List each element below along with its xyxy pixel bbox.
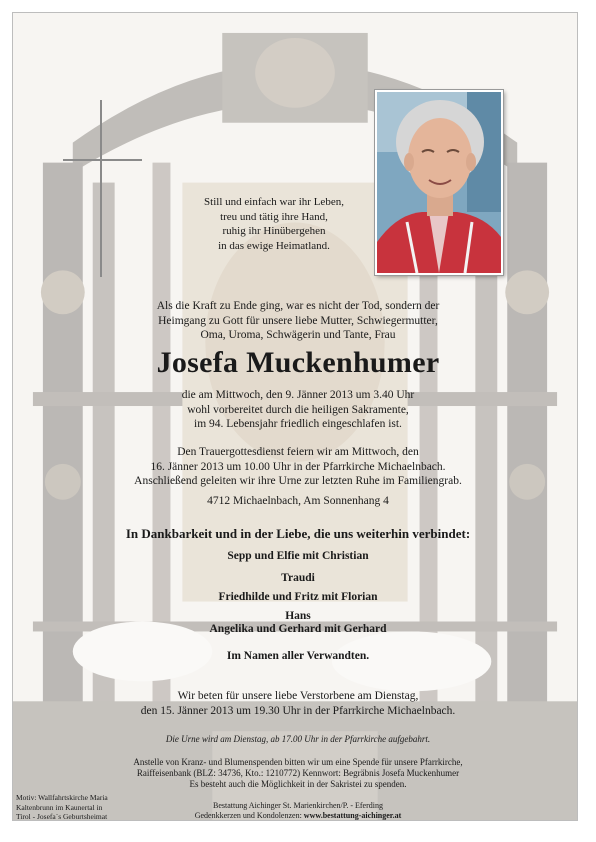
condolence-label: Gedenkkerzen und Kondolenzen: <box>194 811 304 820</box>
relatives-signoff: Im Namen aller Verwandten. <box>226 650 370 662</box>
prayer-line: den 15. Jänner 2013 um 19.30 Uhr in der Pfarrkirche Michaelnbach. <box>140 704 456 717</box>
prayer-line: Wir beten für unsere liebe Verstorbene am Dienstag, <box>177 690 419 702</box>
donation-line: Raiffeisenbank (BLZ: 34736, Kto.: 1210772) Kennwort: Begräbnis Josefa Muckenhumer <box>136 768 460 778</box>
mourner-entry: Hans <box>285 610 311 622</box>
gratitude-heading: In Dankbarkeit und in der Liebe, die uns weiterhin verbindet: <box>125 526 471 541</box>
intro-text <box>30 299 566 343</box>
caption-line: Kaltenbrunn im Kaunertal in <box>16 802 103 812</box>
funeral-service-text <box>30 445 566 489</box>
poem-line: ruhig ihr Hinübergehen <box>222 225 326 237</box>
poem <box>170 195 378 253</box>
poem-line: treu und tätig ihre Hand, <box>220 210 328 223</box>
funeral-home-link[interactable]: www.bestattung-aichinger.at <box>303 811 402 820</box>
mourner-entry: Angelika und Gerhard mit Gerhard <box>209 623 387 635</box>
caption-line: Tirol - Josefa´s Geburtsheimat <box>16 812 108 821</box>
funeral-line: Anschließend geleiten wir ihre Urne zur letzten Ruhe im Familiengrab. <box>134 475 462 487</box>
funeral-line: 16. Jänner 2013 um 10.00 Uhr in der Pfarrkirche Michaelnbach. <box>150 460 446 473</box>
funeral-home-footer <box>30 801 566 821</box>
condolence-line <box>30 811 566 821</box>
donation-line: Anstelle von Kranz- und Blumenspenden bitten wir um eine Spende für unsere Pfarrkirche, <box>133 757 463 767</box>
funeral-home-name: Bestattung Aichinger St. Marienkirchen/P. - Eferding <box>213 801 383 810</box>
urn-notice: Die Urne wird am Dienstag, ab 17.00 Uhr in der Pfarrkirche aufgebahrt. <box>165 734 431 744</box>
caption-line: Motiv: Wallfahrtskirche Maria <box>16 793 108 802</box>
death-notice <box>30 388 566 432</box>
poem-line: in das ewige Heimatland. <box>218 239 330 252</box>
donation-line: Es besteht auch die Möglichkeit in der Sakristei zu spenden. <box>189 779 407 789</box>
address: 4712 Michaelnbach, Am Sonnenhang 4 <box>207 495 389 507</box>
mourner-entry: Traudi <box>281 572 315 584</box>
funeral-line: Den Trauergottesdienst feiern wir am Mittwoch, den <box>177 446 419 458</box>
intro-line: Heimgang zu Gott für unsere liebe Mutter, Schwiegermutter, <box>158 314 438 327</box>
prayer-notice <box>30 689 566 718</box>
death-line: im 94. Lebensjahr friedlich eingeschlafen ist. <box>194 418 402 430</box>
intro-line: Oma, Uroma, Schwägerin und Tante, Frau <box>200 329 396 341</box>
cross-icon-bar <box>63 159 142 161</box>
portrait-photo <box>375 90 503 275</box>
mourner-entry: Friedhilde und Fritz mit Florian <box>218 591 378 603</box>
death-line: wohl vorbereitet durch die heiligen Sakramente, <box>187 403 409 416</box>
poem-line: Still und einfach war ihr Leben, <box>204 196 344 208</box>
cross-icon <box>100 100 102 277</box>
intro-line: Als die Kraft zu Ende ging, war es nicht der Tod, sondern der <box>156 300 440 312</box>
deceased-name: Josefa Muckenhumer <box>156 346 440 379</box>
death-line: die am Mittwoch, den 9. Jänner 2013 um 3.40 Uhr <box>181 389 415 401</box>
donation-notice <box>30 757 566 790</box>
mourner-entry: Sepp und Elfie mit Christian <box>227 550 369 562</box>
